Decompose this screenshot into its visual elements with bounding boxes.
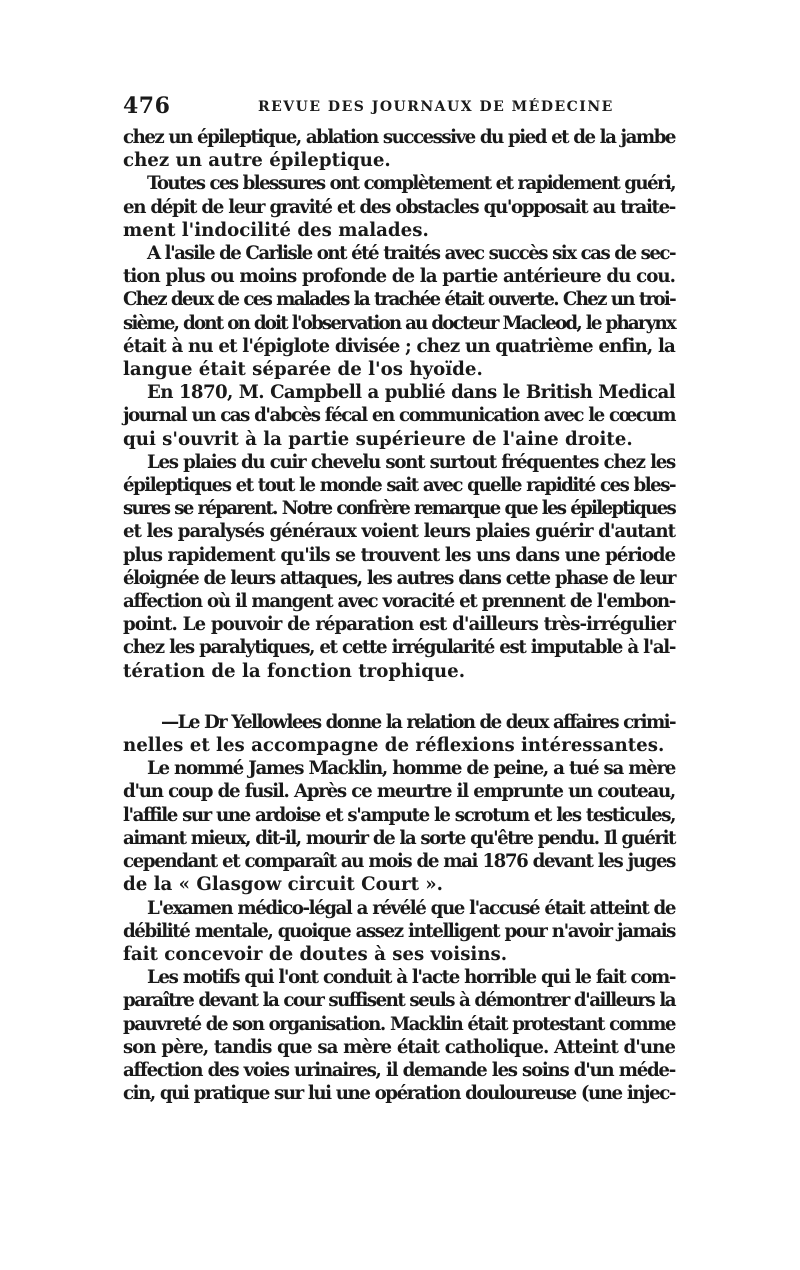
running-head: REVUE DES JOURNAUX DE MÉDECINE: [258, 99, 614, 115]
page-header: [123, 93, 675, 123]
text-line: son père, tandis que sa mère était catholique. Atteint d'une: [123, 1036, 675, 1058]
text-line: plus rapidement qu'ils se trouvent les uns dans une période: [123, 544, 675, 566]
text-line: débilité mentale, quoique assez intelligent pour n'avoir jamais: [123, 920, 675, 942]
text-line: chez les paralytiques, et cette irrégularité est imputable à l'al-: [123, 637, 675, 659]
text-line: paraître devant la cour suffisent seuls à démontrer d'ailleurs la: [123, 990, 675, 1012]
text-line: ment l'indocilité des malades.: [123, 219, 429, 241]
text-line: Chez deux de ces malades la trachée était ouverte. Chez un troi-: [123, 289, 675, 311]
text-line: Toutes ces blessures ont complètement et rapidement guéri,: [147, 173, 675, 195]
text-line: et les paralysés généraux voient leurs plaies guérir d'autant: [123, 521, 675, 543]
text-line: sures se réparent. Notre confrère remarque que les épileptiques: [123, 498, 675, 520]
text-line: de la « Glasgow circuit Court ».: [123, 874, 443, 896]
text-line: L'examen médico-légal a révélé que l'accusé était atteint de: [147, 897, 675, 919]
text-line: aimant mieux, dit-il, mourir de la sorte qu'être pendu. Il guérit: [123, 827, 675, 849]
text-line: pauvreté de son organisation. Macklin était protestant comme: [123, 1013, 675, 1035]
text-line: point. Le pouvoir de réparation est d'ailleurs très-irrégulier: [123, 614, 675, 636]
text-line: était à nu et l'épiglote divisée ; chez un quatrième enfin, la: [123, 335, 675, 357]
text-line: A l'asile de Carlisle ont été traités avec succès six cas de sec-: [147, 243, 675, 265]
text-line: fait concevoir de doutes à ses voisins.: [123, 943, 508, 965]
paragraph-gap: [123, 683, 675, 711]
text-line: cin, qui pratique sur lui une opération douloureuse (une injec-: [123, 1083, 675, 1105]
text-line: chez un autre épileptique.: [123, 150, 391, 172]
text-line: Les motifs qui l'ont conduit à l'acte horrible qui le fait com-: [147, 967, 675, 989]
text-line: chez un épileptique, ablation successive du pied et de la jambe: [123, 127, 675, 148]
text-line: d'un coup de fusil. Après ce meurtre il emprunte un couteau,: [123, 781, 675, 803]
text-line: en dépit de leur gravité et des obstacles qu'opposait au traite-: [123, 196, 675, 218]
text-line: l'affile sur une ardoise et s'ampute le scrotum et les testicules,: [123, 804, 675, 826]
text-line: épileptiques et tout le monde sait avec quelle rapidité ces bles-: [123, 475, 675, 497]
text-line: langue était séparée de l'os hyoïde.: [123, 359, 483, 381]
text-line: qui s'ouvrit à la partie supérieure de l'aine droite.: [123, 428, 633, 450]
text-line: Les plaies du cuir chevelu sont surtout fréquentes chez les: [147, 451, 675, 473]
text-line: En 1870, M. Campbell a publié dans le British Medical: [147, 382, 675, 404]
text-line: —Le Dr Yellowlees donne la relation de deux affaires crimi-: [161, 711, 675, 733]
text-line: tion plus ou moins profonde de la partie antérieure du cou.: [123, 266, 675, 288]
text-line: sième, dont on doit l'observation au docteur Macleod, le pharynx: [123, 312, 675, 334]
text-line: éloignée de leurs attaques, les autres dans cette phase de leur: [123, 567, 675, 589]
text-line: affection des voies urinaires, il demande les soins d'un méde-: [123, 1059, 675, 1081]
text-line: affection où il mangent avec voracité et prennent de l'embon-: [123, 591, 675, 613]
page-number: 476: [123, 93, 171, 119]
text-line: Le nommé James Macklin, homme de peine, a tué sa mère: [147, 758, 675, 780]
text-line: tération de la fonction trophique.: [123, 660, 466, 682]
text-line: nelles et les accompagne de réflexions intéressantes.: [123, 735, 665, 757]
body-text: [123, 126, 675, 1105]
text-line: cependant et comparaît au mois de mai 1876 devant les juges: [123, 851, 675, 873]
text-line: journal un cas d'abcès fécal en communication avec le cœcum: [123, 405, 675, 427]
